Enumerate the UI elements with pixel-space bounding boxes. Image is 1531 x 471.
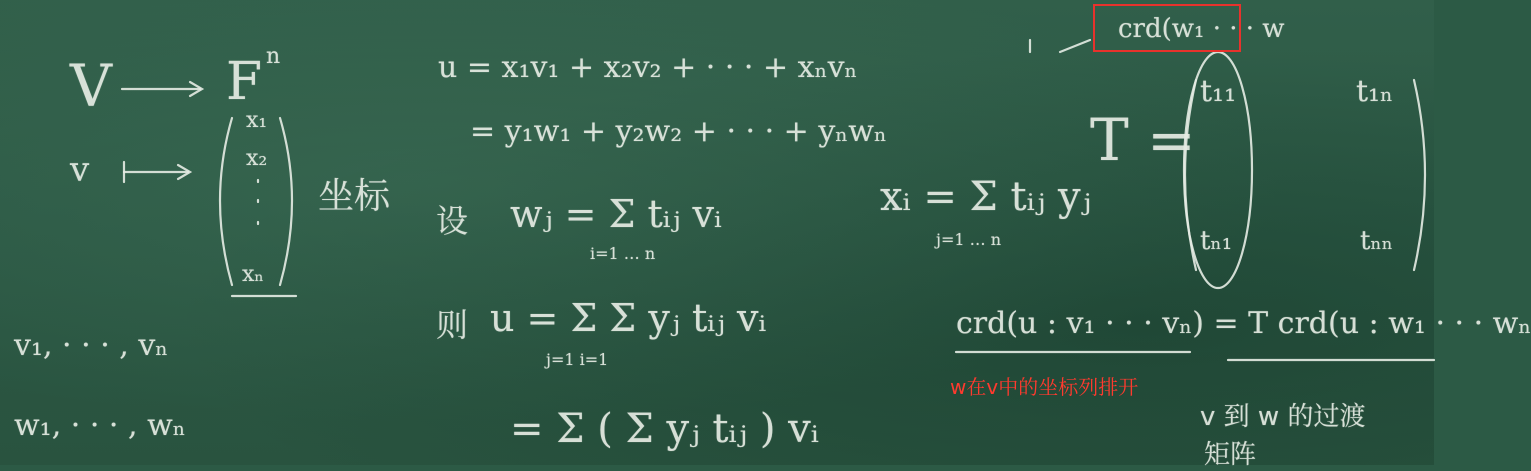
map-codomain-exponent: n	[266, 44, 281, 69]
top-arrow	[1060, 40, 1090, 52]
transition-note-line2: 矩阵	[1204, 440, 1257, 470]
eq-then-prefix: 则	[436, 306, 469, 344]
matrix-tn1: tₙ₁	[1200, 226, 1233, 256]
eq-u-regrouped: = Σ ( Σ yⱼ tᵢⱼ ) vᵢ	[510, 406, 819, 452]
matrix-t1n: t₁ₙ	[1356, 74, 1394, 109]
vector-right-paren	[280, 118, 292, 285]
transition-note-line1: v 到 w 的过渡	[1200, 402, 1366, 432]
coord-x1: x₁	[246, 108, 268, 133]
crd-top-label: crd(w₁ · · · w	[1118, 14, 1285, 44]
coord-x2: x₂	[246, 146, 268, 171]
eq-let-prefix: 设	[436, 202, 469, 240]
basis-w-list: w₁, · · · , wₙ	[14, 408, 186, 443]
matrix-T-label: T =	[1090, 106, 1196, 174]
eq-wj-def: wⱼ = Σ tᵢⱼ vᵢ	[510, 192, 722, 236]
eq-xi-limits: j=1 … n	[936, 230, 1002, 249]
eq-u-in-v: u = x₁v₁ + x₂v₂ + · · · + xₙvₙ	[438, 50, 858, 85]
coord-xn: xₙ	[242, 262, 264, 287]
matrix-right-paren	[1414, 80, 1425, 270]
map-vector-v: v	[70, 150, 90, 190]
eq-wj-limits: i=1 … n	[590, 244, 656, 263]
eq-xi-formula: xᵢ = Σ tᵢⱼ yⱼ	[880, 174, 1092, 220]
matrix-t11: t₁₁	[1200, 74, 1237, 109]
vector-left-paren	[220, 118, 232, 285]
coord-label: 坐标	[318, 176, 391, 217]
matrix-tnn: tₙₙ	[1360, 226, 1393, 256]
basis-v-list: v₁, · · · , vₙ	[14, 328, 169, 363]
highlight-box	[1093, 4, 1241, 52]
crd-relation: crd(u : v₁ · · · vₙ) = T crd(u : w₁ · · · wₙ	[956, 306, 1531, 341]
map-domain-V: V	[70, 52, 112, 120]
eq-double-sum-limits: j=1 i=1	[546, 350, 609, 369]
eq-u-in-w: = y₁w₁ + y₂w₂ + · · · + yₙwₙ	[470, 114, 887, 149]
eq-u-double-sum: u = Σ Σ yⱼ tᵢⱼ vᵢ	[490, 296, 767, 340]
red-annotation: w在v中的坐标列排开	[950, 375, 1139, 399]
map-codomain-F: F	[226, 52, 263, 112]
